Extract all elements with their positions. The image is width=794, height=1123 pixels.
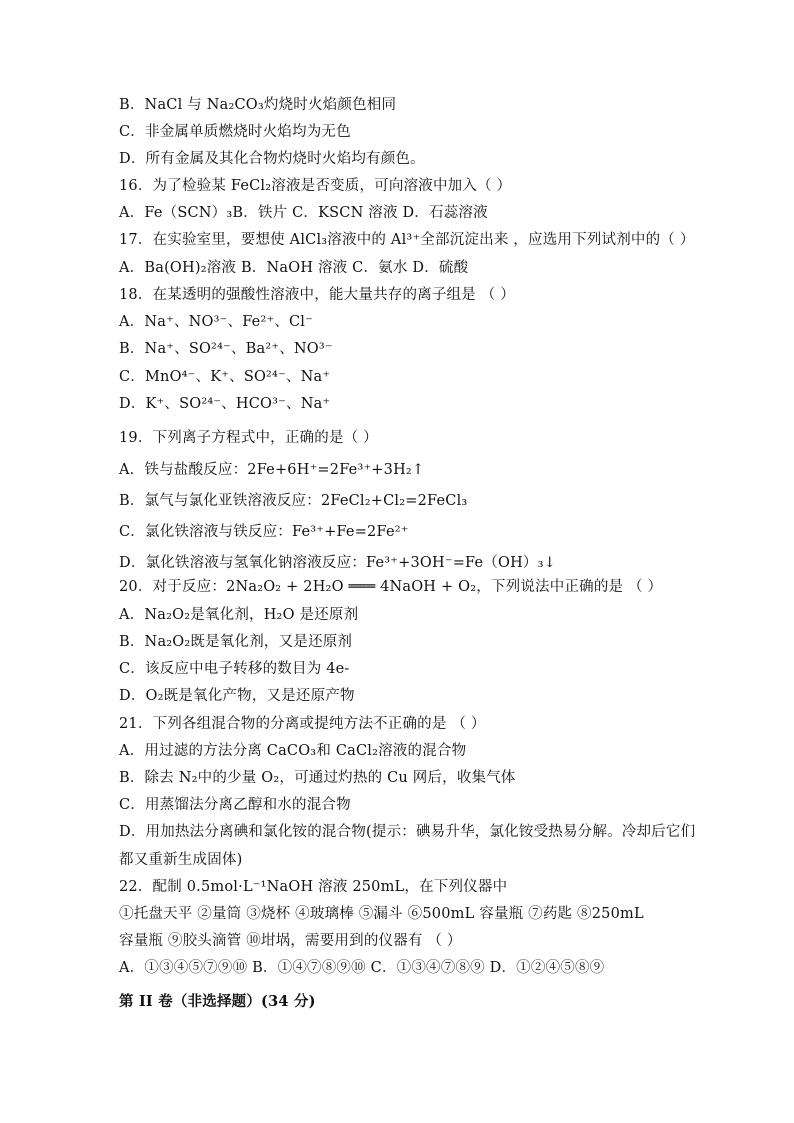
option-20a: A．Na₂O₂是氧化剂，H₂O 是还原剂: [119, 607, 359, 623]
option-18c: C．MnO⁴⁻、K⁺、SO²⁴⁻、Na⁺: [119, 369, 331, 385]
question-17: 17．在实验室里，要想使 AlCl₃溶液中的 Al³⁺全部沉淀出来 ，应选用下列试剂中的（ ）: [119, 232, 695, 248]
instrument-list-cont: 容量瓶 ⑨胶头滴管 ⑩坩埚，需要用到的仪器有 （ ）: [119, 933, 462, 949]
option-19d: D．氯化铁溶液与氢氧化钠溶液反应：Fe³⁺+3OH⁻=Fe（OH）₃↓: [119, 555, 556, 571]
option-20b: B．Na₂O₂既是氧化剂，又是还原剂: [119, 634, 353, 650]
instrument-list: ①托盘天平 ②量筒 ③烧杯 ④玻璃棒 ⑤漏斗 ⑥500mL 容量瓶 ⑦药匙 ⑧250mL: [119, 906, 644, 922]
option-18d: D．K⁺、SO²⁴⁻、HCO³⁻、Na⁺: [119, 396, 331, 412]
option-19b: B．氯气与氯化亚铁溶液反应：2FeCl₂+Cl₂=2FeCl₃: [119, 493, 468, 509]
options-17: A．Ba(OH)₂溶液 B．NaOH 溶液 C．氨水 D．硫酸: [119, 260, 469, 276]
option-15d: D．所有金属及其化合物灼烧时火焰均有颜色。: [119, 151, 425, 167]
option-20c: C．该反应中电子转移的数目为 4e-: [119, 661, 350, 677]
option-18a: A．Na⁺、NO³⁻、Fe²⁺、Cl⁻: [119, 314, 313, 330]
option-21a: A．用过滤的方法分离 CaCO₃和 CaCl₂溶液的混合物: [119, 743, 467, 759]
question-20: 20．对于反应：2Na₂O₂ + 2H₂O ═══ 4NaOH + O₂，下列说法中正确的是 （ ）: [119, 579, 663, 595]
section-heading: 第 II 卷（非选择题）(34 分): [119, 993, 316, 1010]
question-16: 16．为了检验某 FeCl₂溶液是否变质，可向溶液中加入（ ）: [119, 178, 512, 194]
option-15b: B．NaCl 与 Na₂CO₃灼烧时火焰颜色相同: [119, 97, 397, 113]
options-22: A．①③④⑤⑦⑨⑩ B．①④⑦⑧⑨⑩ C．①③④⑦⑧⑨ D．①②④⑤⑧⑨: [119, 960, 605, 976]
option-21d-cont: 都又重新生成固体): [119, 852, 243, 868]
options-16: A．Fe（SCN）₃B．铁片 C．KSCN 溶液 D．石蕊溶液: [119, 205, 488, 221]
option-19a: A．铁与盐酸反应：2Fe+6H⁺=2Fe³⁺+3H₂↑: [119, 462, 425, 478]
option-21b: B．除去 N₂中的少量 O₂，可通过灼热的 Cu 网后，收集气体: [119, 770, 516, 786]
option-21d: D．用加热法分离碘和氯化铵的混合物(提示：碘易升华，氯化铵受热易分解。冷却后它们: [119, 824, 696, 840]
option-19c: C．氯化铁溶液与铁反应：Fe³⁺+Fe=2Fe²⁺: [119, 524, 409, 540]
question-21: 21．下列各组混合物的分离或提纯方法不正确的是 （ ）: [119, 716, 486, 732]
option-15c: C．非金属单质燃烧时火焰均为无色: [119, 124, 351, 140]
question-22: 22．配制 0.5mol·L⁻¹NaOH 溶液 250mL，在下列仪器中: [119, 879, 508, 895]
question-18: 18．在某透明的强酸性溶液中，能大量共存的离子组是 （ ）: [119, 287, 515, 303]
option-18b: B．Na⁺、SO²⁴⁻、Ba²⁺、NO³⁻: [119, 341, 333, 357]
question-19: 19．下列离子方程式中，正确的是（ ）: [119, 430, 378, 446]
option-21c: C．用蒸馏法分离乙醇和水的混合物: [119, 797, 351, 813]
option-20d: D．O₂既是氧化产物，又是还原产物: [119, 688, 355, 704]
